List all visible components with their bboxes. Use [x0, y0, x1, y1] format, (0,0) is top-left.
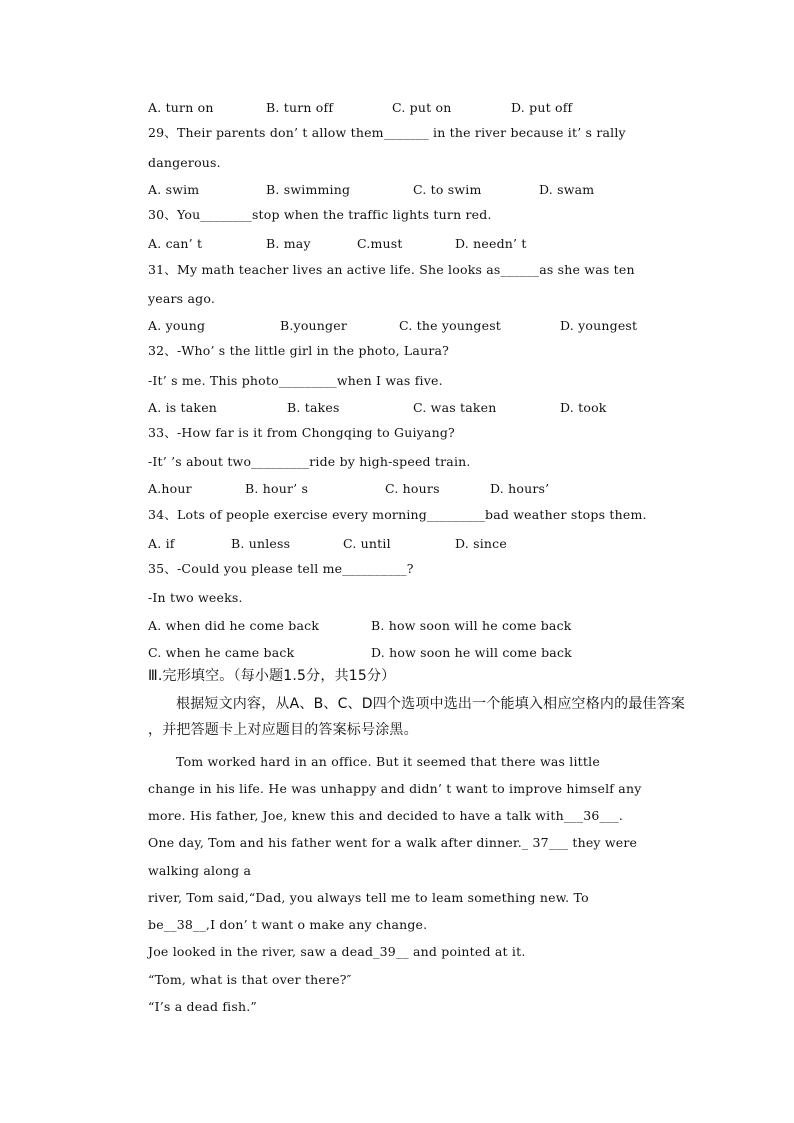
q33-option-a: A.hour: [148, 481, 192, 496]
q33-option-d: D. hours’: [490, 481, 550, 496]
q31-stem: 31、My math teacher lives an active life. She looks as______as she was ten: [148, 262, 635, 277]
q30-option-d: D. needn’ t: [455, 236, 527, 251]
q31-option-a: A. young: [148, 318, 206, 333]
passage-line: Tom worked hard in an office. But it seemed that there was little: [176, 754, 600, 769]
q30-option-b: B. may: [266, 236, 311, 251]
q29-option-d: D. swam: [539, 182, 595, 197]
q32-option-d: D. took: [560, 400, 607, 415]
passage-line: One day, Tom and his father went for a walk after dinner._ 37___ they were: [148, 835, 638, 850]
q35-option-d: D. how soon he will come back: [371, 645, 572, 660]
q35-option-b: B. how soon will he come back: [371, 618, 572, 633]
q35-answer-line: -In two weeks.: [148, 590, 243, 605]
q30-option-c: C.must: [357, 236, 403, 251]
passage-line: walking along a: [148, 863, 252, 878]
q31-option-c: C. the youngest: [399, 318, 502, 333]
q35-option-c: C. when he came back: [148, 645, 295, 660]
q31-stem-cont: years ago.: [148, 291, 216, 306]
section-3-instruction-cont: ，并把答题卡上对应题目的答案标号涂黑。: [148, 722, 418, 738]
q29-stem: 29、Their parents don’ t allow them_______ in the river because it’ s rally: [148, 125, 626, 140]
q28-option-d: D. put off: [511, 100, 573, 115]
q35-option-a: A. when did he come back: [148, 618, 320, 633]
q31-option-b: B.younger: [280, 318, 348, 333]
q31-option-d: D. youngest: [560, 318, 638, 333]
q29-option-c: C. to swim: [413, 182, 482, 197]
q34-option-d: D. since: [455, 536, 507, 551]
q32-stem: 32、-Who’ s the little girl in the photo, Laura?: [148, 343, 450, 358]
q28-option-a: A. turn on: [148, 100, 214, 115]
q28-option-b: B. turn off: [266, 100, 334, 115]
q32-option-c: C. was taken: [413, 400, 497, 415]
passage-line: be__38__,I don’ t want o make any change.: [148, 917, 428, 932]
q34-option-b: B. unless: [231, 536, 291, 551]
passage-line: Joe looked in the river, saw a dead_39__ and pointed at it.: [148, 944, 526, 959]
passage-line: “I’s a dead fish.”: [148, 999, 257, 1014]
q29-option-b: B. swimming: [266, 182, 351, 197]
q29-option-a: A. swim: [148, 182, 200, 197]
q32-option-b: B. takes: [287, 400, 340, 415]
q33-option-b: B. hour’ s: [245, 481, 309, 496]
q32-option-a: A. is taken: [148, 400, 218, 415]
passage-line: “Tom, what is that over there?″: [148, 972, 352, 987]
section-3-instruction: 根据短文内容，从A、B、C、D四个选项中选出一个能填入相应空格内的最佳答案: [176, 696, 686, 712]
q34-option-c: C. until: [343, 536, 391, 551]
passage-line: change in his life. He was unhappy and didn’ t want to improve himself any: [148, 781, 642, 796]
passage-line: river, Tom said,“Dad, you always tell me to leam something new. To: [148, 890, 589, 905]
q28-option-c: C. put on: [392, 100, 452, 115]
q35-stem: 35、-Could you please tell me__________?: [148, 561, 414, 576]
q29-stem-cont: dangerous.: [148, 155, 221, 170]
q32-answer-line: -It’ s me. This photo_________when I was five.: [148, 373, 443, 388]
passage-line: more. His father, Joe, knew this and decided to have a talk with___36___.: [148, 808, 624, 823]
q33-option-c: C. hours: [385, 481, 440, 496]
q33-answer-line: -It’ ’s about two_________ride by high-speed train.: [148, 454, 471, 469]
q34-option-a: A. if: [148, 536, 175, 551]
section-3-heading: Ⅲ.完形填空。（每小题1.5分，共15分）: [148, 668, 396, 684]
q34-stem: 34、Lots of people exercise every morning_________bad weather stops them.: [148, 507, 647, 522]
q30-option-a: A. can’ t: [148, 236, 203, 251]
q33-stem: 33、-How far is it from Chongqing to Guiyang?: [148, 425, 455, 440]
q30-stem: 30、You________stop when the traffic lights turn red.: [148, 207, 492, 222]
